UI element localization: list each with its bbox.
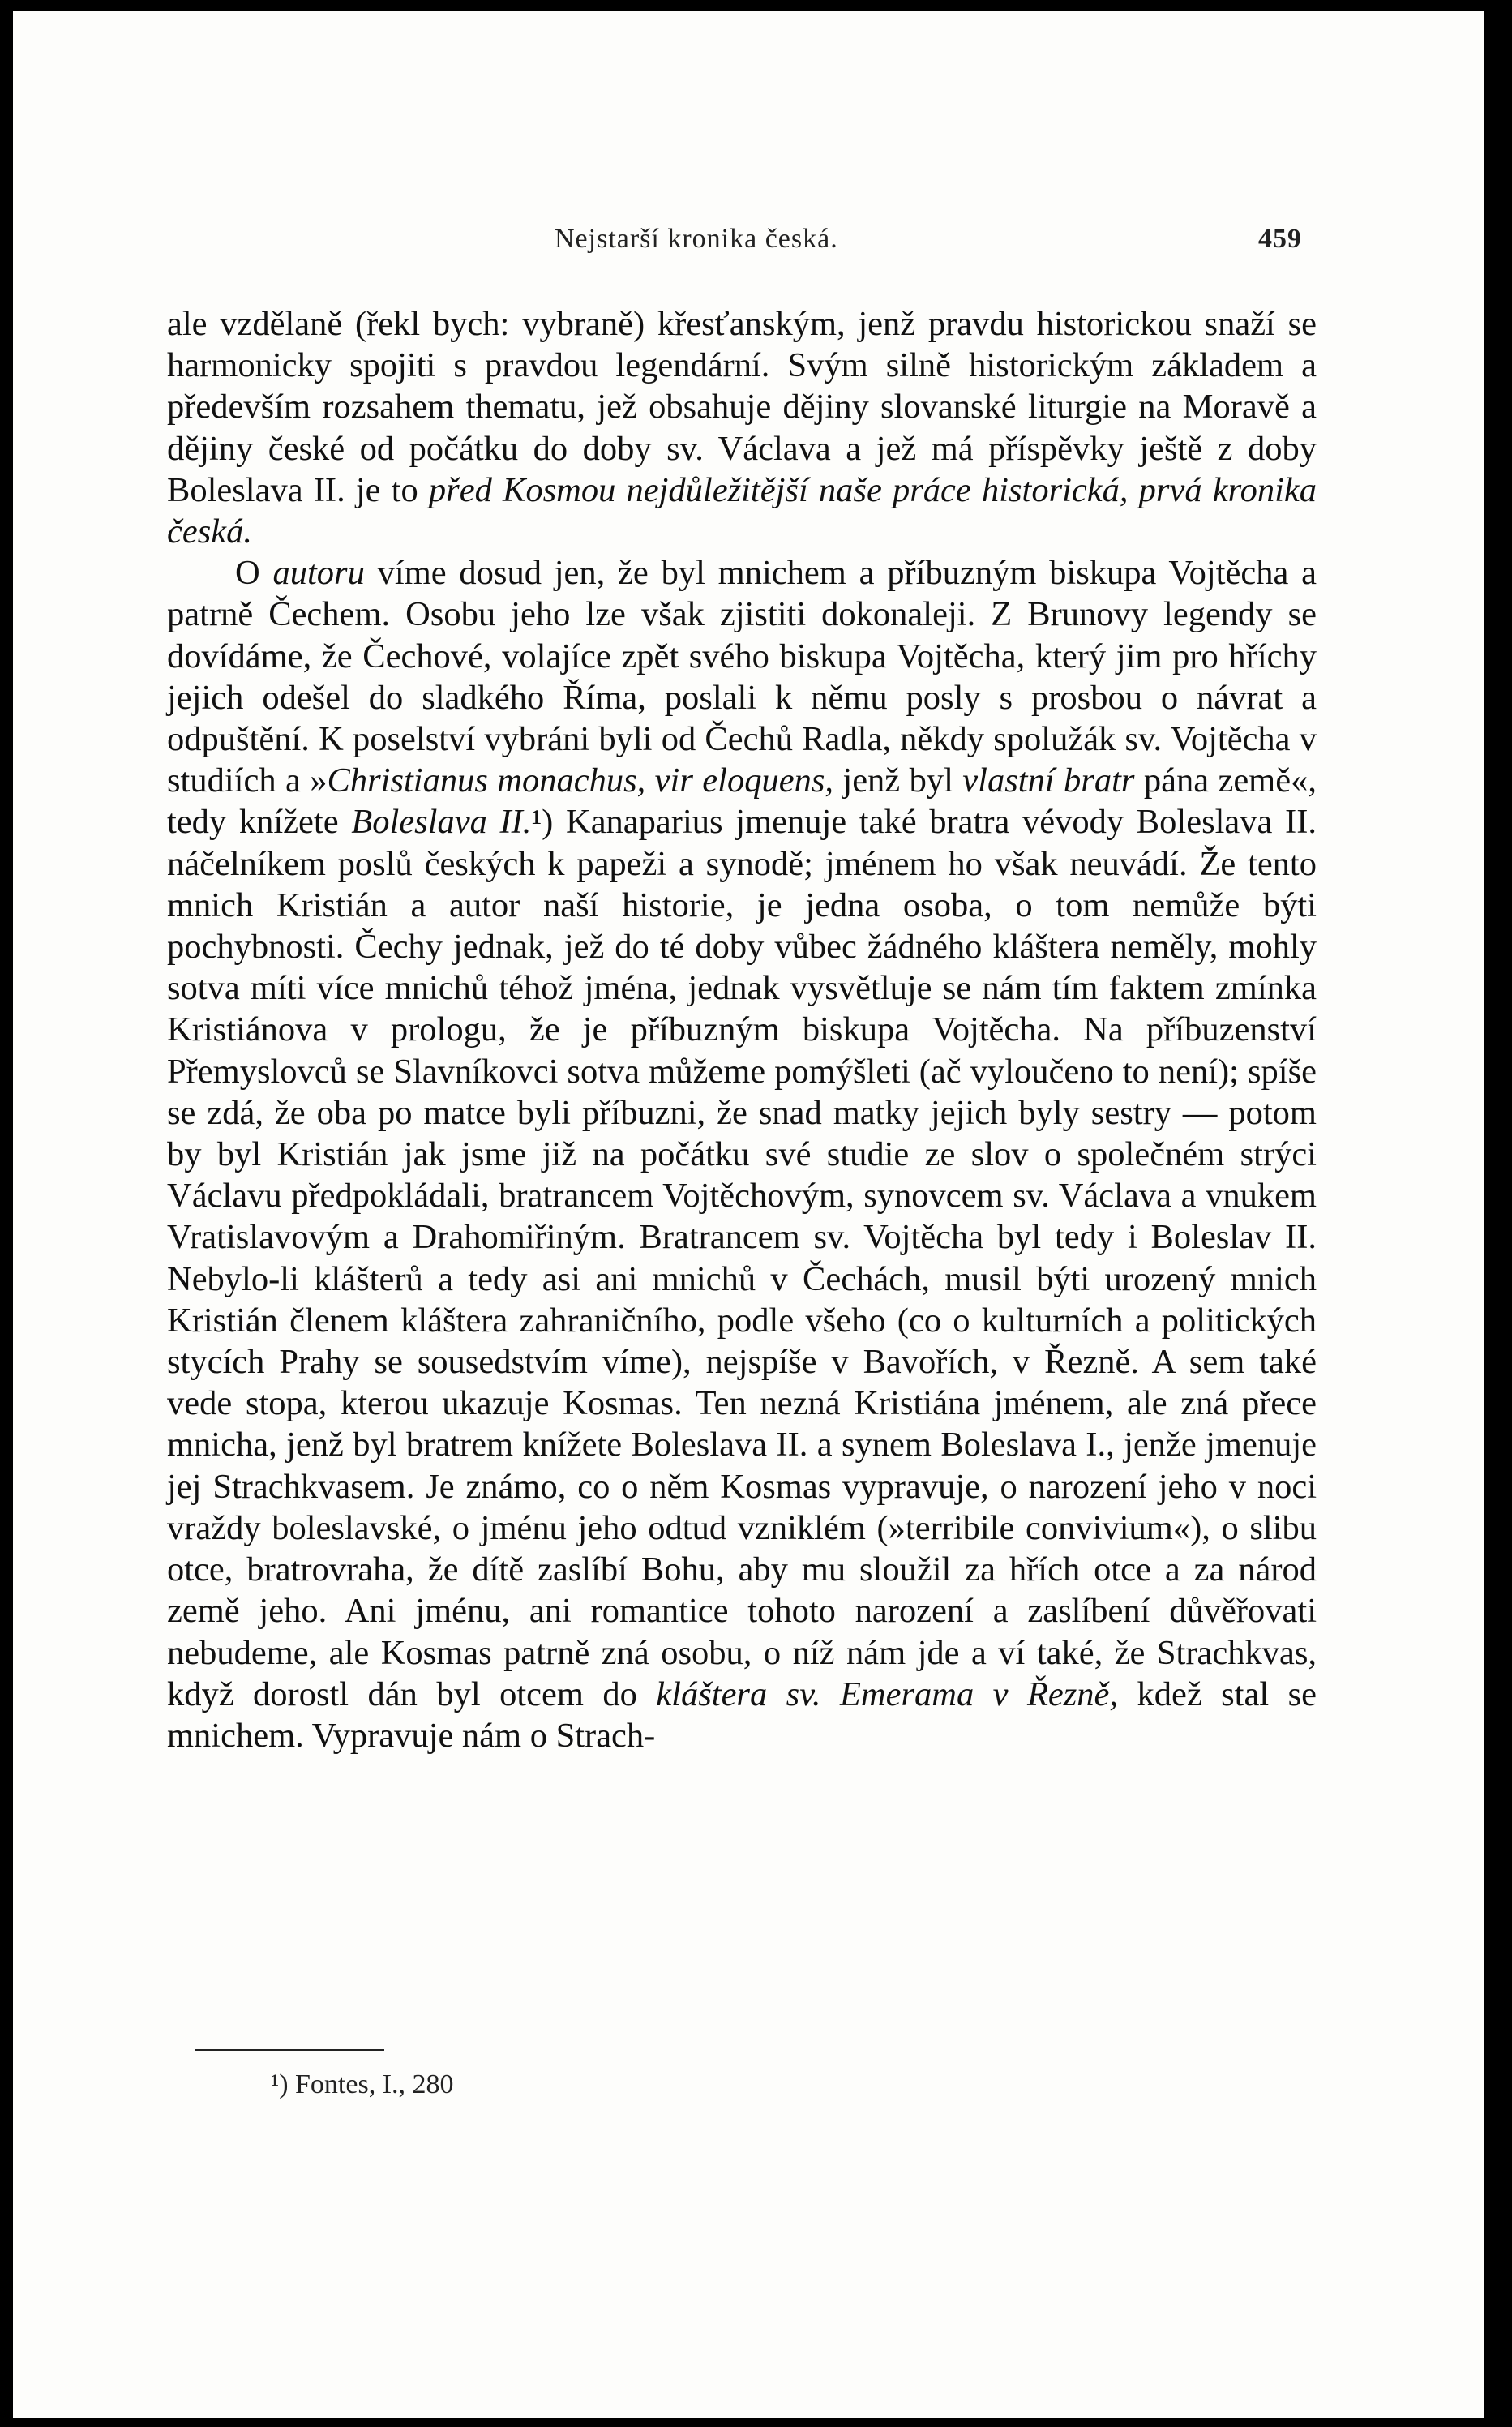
text-run-italic: před Kosmou nejdůležitější naše práce historická, prvá kronika česká.: [167, 470, 1317, 551]
text-run-italic: autoru: [272, 554, 365, 593]
page-number: 459: [1258, 224, 1302, 254]
footnote-marker: ¹): [271, 2069, 289, 2099]
page-header: [13, 224, 1484, 264]
text-run: kdež stal se mnichem. Vypravuje nám o Strach-: [167, 1674, 1317, 1755]
text-run-italic: kláštera sv. Emerama v Řezně,: [656, 1674, 1119, 1713]
footnote-divider: [195, 2049, 384, 2051]
text-run: O: [235, 554, 273, 593]
footnote-text: Fontes, I., 280: [288, 2069, 454, 2099]
text-run: ale vzdělaně (řekl bych: vybraně) křesťanským, jenž pravdu historickou snaží se harmonicky spojiti s pravdou legendární. Svým silně historickým základem a především rozsahem thematu, jež obsahuje dějiny slovanské liturgie na Moravě a dějiny české od počátku do doby sv. Václava a jež má příspěvky ještě z doby Boleslava II. je to: [167, 305, 1317, 509]
book-page: [13, 11, 1484, 2418]
paragraph-1: [167, 303, 1317, 552]
text-run: jenž byl: [833, 761, 963, 800]
text-run: víme dosud jen, že byl mnichem a příbuzným biskupa Vojtěcha a patrně Čechem. Osobu jeho lze však zjistiti dokonaleji. Z Brunovy legendy se dovídáme, že Čechové, volajíce zpět svého biskupa Vojtěcha, který jim pro hříchy jejich odešel do sladkého Říma, poslali k němu posly s prosbou o návrat a odpuštění. K poselství vybráni byli od Čechů Radla, někdy spolužák sv. Vojtěcha v studiích a »: [167, 554, 1317, 800]
body-text: [167, 303, 1317, 1756]
text-run: ¹) Kanaparius jmenuje také bratra vévody Boleslava II. náčelníkem poslů českých k papeži a synodě; jménem ho však neuvádí. Že tento mnich Kristián a autor naší historie, je jedna osoba, o tom nemůže býti pochybnosti. Čechy jednak, jež do té doby vůbec žádného kláštera neměly, mohly sotva míti více mnichů téhož jména, jednak vysvětluje se nám tím faktem zmínka Kristiánova v prologu, že je příbuzným biskupa Vojtěcha. Na příbuzenství Přemyslovců se Slavníkovci sotva můžeme pomýšleti (ač vyloučeno to není); spíše se zdá, že oba po matce byli příbuzni, že snad matky jejich byly sestry — potom by byl Kristián jak jsme již na počátku své studie ze slov o společném strýci Václavu předpokládali, bratrancem Vojtěchovým, synovcem sv. Václava a vnukem Vratislavovým a Drahomiřiným. Bratrancem sv. Vojtěcha byl tedy i Boleslav II. Nebylo-li klášterů a tedy asi ani mnichů v Čechách, musil býti urozený mnich Kristián členem kláštera zahraničního, podle všeho (co o kulturních a politických stycích Prahy se sousedstvím víme), nejspíše v Bavořích, v Řezně. A sem také vede stopa, kterou ukazuje Kosmas. Ten nezná Kristiána jménem, ale zná přece mnicha, jenž byl bratrem knížete Boleslava II. a synem Boleslava I., jenže jmenuje jej Strachkvasem. Je známo, co o něm Kosmas vypravuje, o narození jeho v noci vraždy boleslavské, o jménu jeho odtud vzniklém (»terribile convivium«), o slibu otce, bratrovraha, že dítě zaslíbí Bohu, aby mu sloužil za hřích otce a za národ země jeho. Ani jménu, ani romantice tohoto narození a zaslíbení důvěřovati nebudeme, ale Kosmas patrně zná osobu, o níž nám jde a ví také, že Strachkvas, když dorostl dán byl otcem do: [167, 803, 1317, 1713]
running-title: Nejstarší kronika česká.: [555, 224, 838, 254]
text-run-italic: vlastní bratr: [962, 761, 1135, 800]
text-run-italic: Christianus monachus, vir eloquens,: [327, 761, 833, 800]
paragraph-2: [167, 552, 1317, 1756]
footnote: [271, 2069, 454, 2100]
text-run-italic: Boleslava II.: [351, 803, 532, 842]
text-run: pána země«, tedy knížete: [167, 761, 1317, 842]
